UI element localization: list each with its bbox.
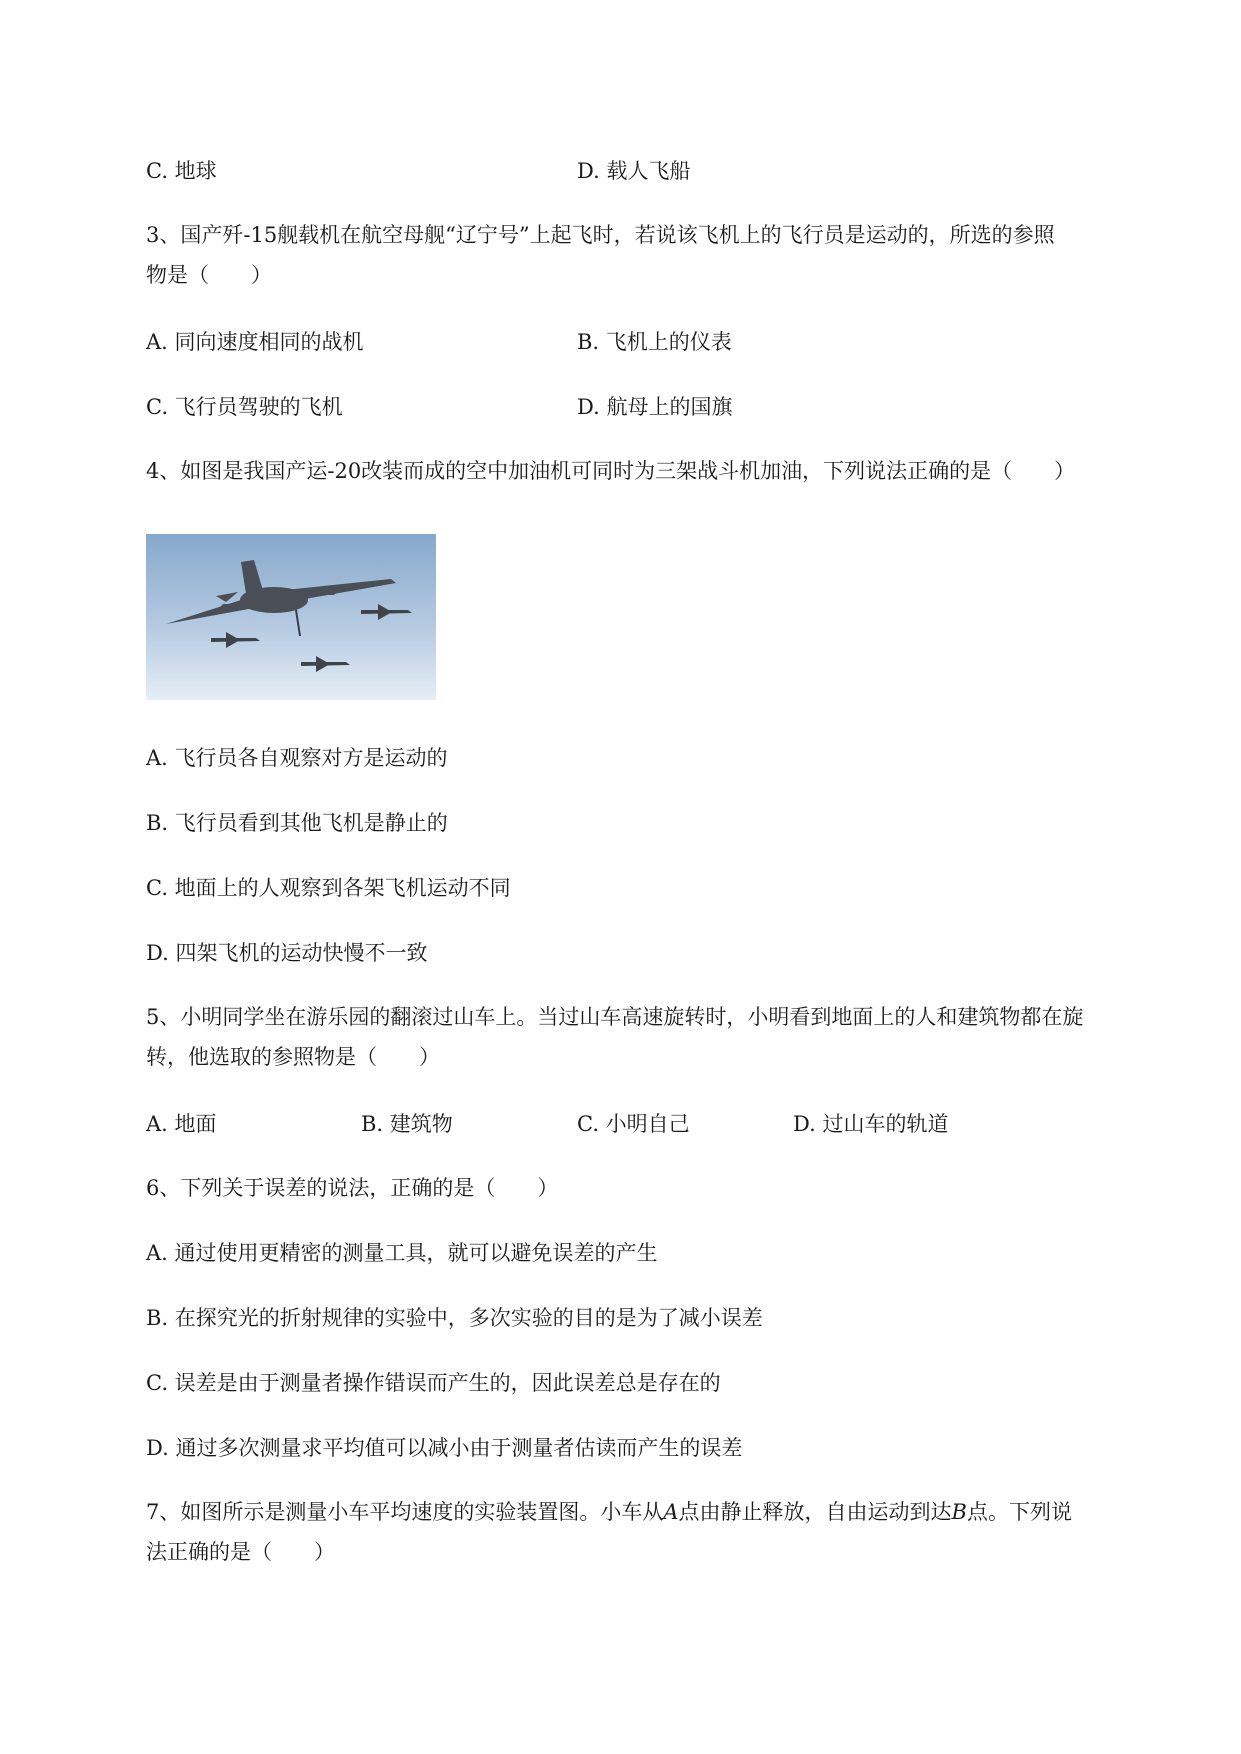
- q7-stem-part1: 7、如图所示是测量小车平均速度的实验装置图。小车从: [146, 1500, 664, 1524]
- q5-stem-line1: 5、小明同学坐在游乐园的翻滚过山车上。当过山车高速旋转时，小明看到地面上的人和建筑物都在旋: [146, 1005, 1084, 1029]
- q5-option-d: D. 过山车的轨道: [793, 1112, 949, 1136]
- tanker-aircraft-illustration: [146, 534, 436, 700]
- q4-option-a: A. 飞行员各自观察对方是运动的: [146, 746, 448, 770]
- q2-option-c: C. 地球: [146, 159, 217, 183]
- q5-option-c: C. 小明自己: [577, 1112, 690, 1136]
- q4-option-b: B. 飞行员看到其他飞机是静止的: [146, 811, 448, 835]
- q4-option-d: D. 四架飞机的运动快慢不一致: [146, 941, 428, 965]
- q3-stem-line2: 物是（ ）: [146, 263, 272, 287]
- q7-point-b: B: [951, 1500, 967, 1524]
- q5-option-b: B. 建筑物: [361, 1112, 453, 1136]
- q6-stem: 6、下列关于误差的说法，正确的是（ ）: [146, 1176, 559, 1200]
- q3-option-c: C. 飞行员驾驶的飞机: [146, 395, 343, 419]
- q7-stem-line2: 法正确的是（ ）: [146, 1540, 335, 1564]
- q2-option-d: D. 载人飞船: [577, 159, 691, 183]
- q7-point-a: A: [663, 1500, 679, 1524]
- q3-stem-line1: 3、国产歼-15舰载机在航空母舰“辽宁号”上起飞时，若说该飞机上的飞行员是运动的，所选的参照: [146, 223, 1055, 247]
- q3-option-a: A. 同向速度相同的战机: [146, 330, 364, 354]
- q3-option-d: D. 航母上的国旗: [577, 395, 733, 419]
- q3-option-b: B. 飞机上的仪表: [577, 330, 732, 354]
- q6-option-c: C. 误差是由于测量者操作错误而产生的，因此误差总是存在的: [146, 1371, 721, 1395]
- q7-stem-part2: 点由静止释放，自由运动到达: [678, 1500, 952, 1524]
- tanker-aircraft-photo: [146, 534, 436, 700]
- q4-option-c: C. 地面上的人观察到各架飞机运动不同: [146, 876, 511, 900]
- q6-option-a: A. 通过使用更精密的测量工具，就可以避免误差的产生: [146, 1241, 658, 1265]
- q7-stem-line1: [146, 1497, 1072, 1527]
- q5-stem-line2: 转，他选取的参照物是（ ）: [146, 1045, 440, 1069]
- q5-option-a: A. 地面: [146, 1112, 217, 1136]
- q6-option-d: D. 通过多次测量求平均值可以减小由于测量者估读而产生的误差: [146, 1436, 743, 1460]
- q6-option-b: B. 在探究光的折射规律的实验中，多次实验的目的是为了减小误差: [146, 1306, 763, 1330]
- q4-stem: 4、如图是我国产运-20改装而成的空中加油机可同时为三架战斗机加油，下列说法正确的是（ ）: [146, 459, 1076, 483]
- q7-stem-part3: 点。下列说: [966, 1500, 1072, 1524]
